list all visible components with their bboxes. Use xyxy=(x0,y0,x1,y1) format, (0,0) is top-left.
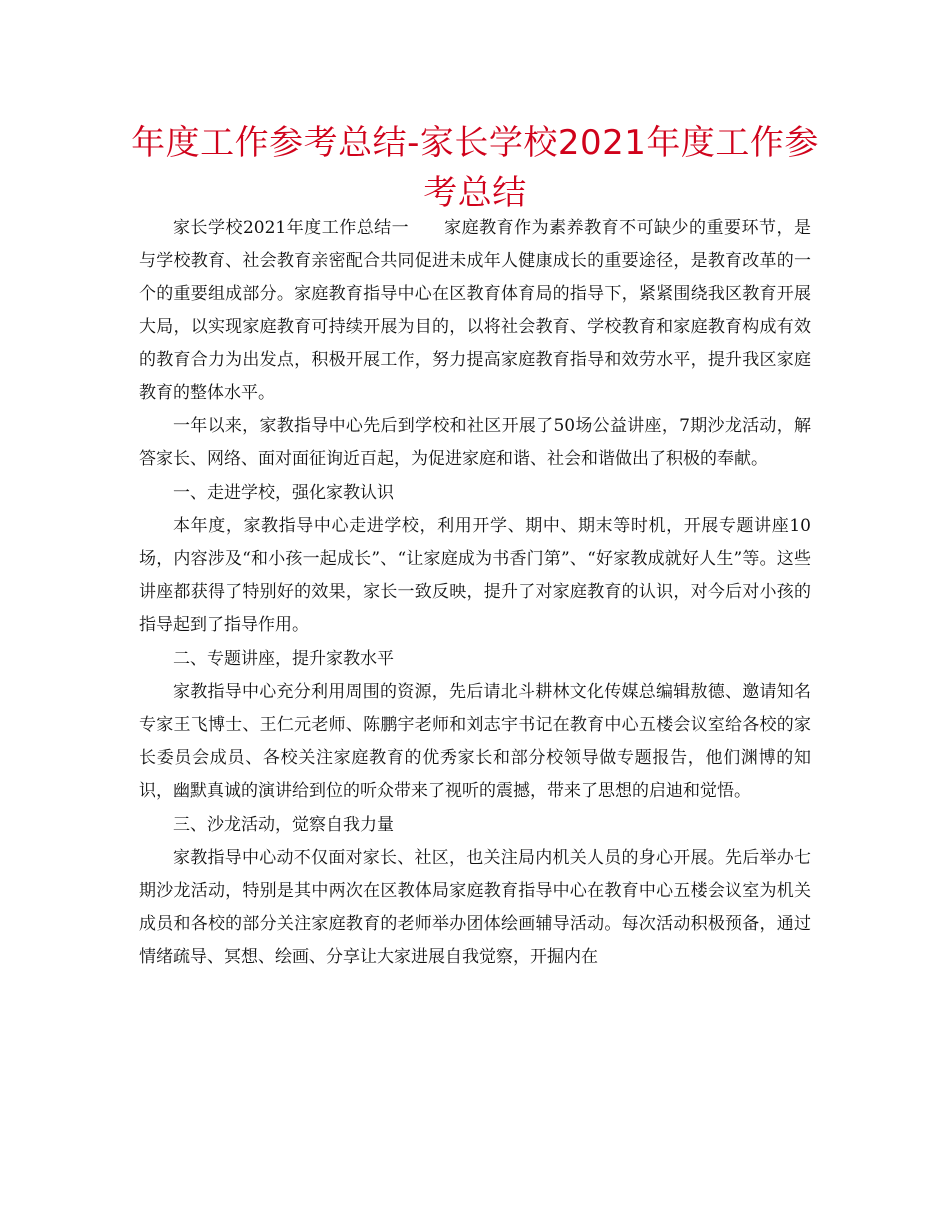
document-body xyxy=(139,212,811,974)
section-heading-1: 一、走进学校，强化家教认识 xyxy=(173,483,394,503)
section-heading-3: 三、沙龙活动，觉察自我力量 xyxy=(173,815,394,835)
paragraph-intro: 家长学校2021年度工作总结一 家庭教育作为素养教育不可缺少的重要环节，是与学校教育、社会教育亲密配合共同促进未成年人健康成长的重要途径，是教育改革的一个的重要组成部分。家庭教育指导中心在区教育体育局的指导下，紧紧围绕我区教育开展大局，以实现家庭教育可持续开展为目的，以将社会教育、学校教育和家庭教育构成有效的教育合力为出发点，积极开展工作，努力提高家庭教育指导和效劳水平，提升我区家庭教育的整体水平。 xyxy=(139,218,811,403)
paragraph-section-2: 家教指导中心充分利用周围的资源，先后请北斗耕林文化传媒总编辑敖德、邀请知名专家王飞博士、王仁元老师、陈鹏宇老师和刘志宇书记在教育中心五楼会议室给各校的家长委员会成员、各校关注家庭教育的优秀家长和部分校领导做专题报告，他们渊博的知识，幽默真诚的演讲给到位的听众带来了视听的震撼，带来了思想的启迪和觉悟。 xyxy=(139,682,811,801)
document-title: 年度工作参考总结-家长学校2021年度工作参考总结 xyxy=(131,123,819,213)
paragraph-section-3: 家教指导中心动不仅面对家长、社区，也关注局内机关人员的身心开展。先后举办七期沙龙活动，特别是其中两次在区教体局家庭教育指导中心在教育中心五楼会议室为机关成员和各校的部分关注家庭教育的老师举办团体绘画辅导活动。每次活动积极预备，通过情绪疏导、冥想、绘画、分享让大家进展自我觉察，开掘内在 xyxy=(139,848,811,967)
paragraph-summary: 一年以来，家教指导中心先后到学校和社区开展了50场公益讲座，7期沙龙活动，解答家长、网络、面对面征询近百起，为促进家庭和谐、社会和谐做出了积极的奉献。 xyxy=(139,416,811,469)
section-heading-2: 二、专题讲座，提升家教水平 xyxy=(173,649,394,669)
paragraph-section-1: 本年度，家教指导中心走进学校，利用开学、期中、期末等时机，开展专题讲座10场，内容涉及“和小孩一起成长”、“让家庭成为书香门第”、“好家教成就好人生”等。这些讲座都获得了特别好的效果，家长一致反映，提升了对家庭教育的认识，对今后对小孩的指导起到了指导作用。 xyxy=(139,516,811,635)
